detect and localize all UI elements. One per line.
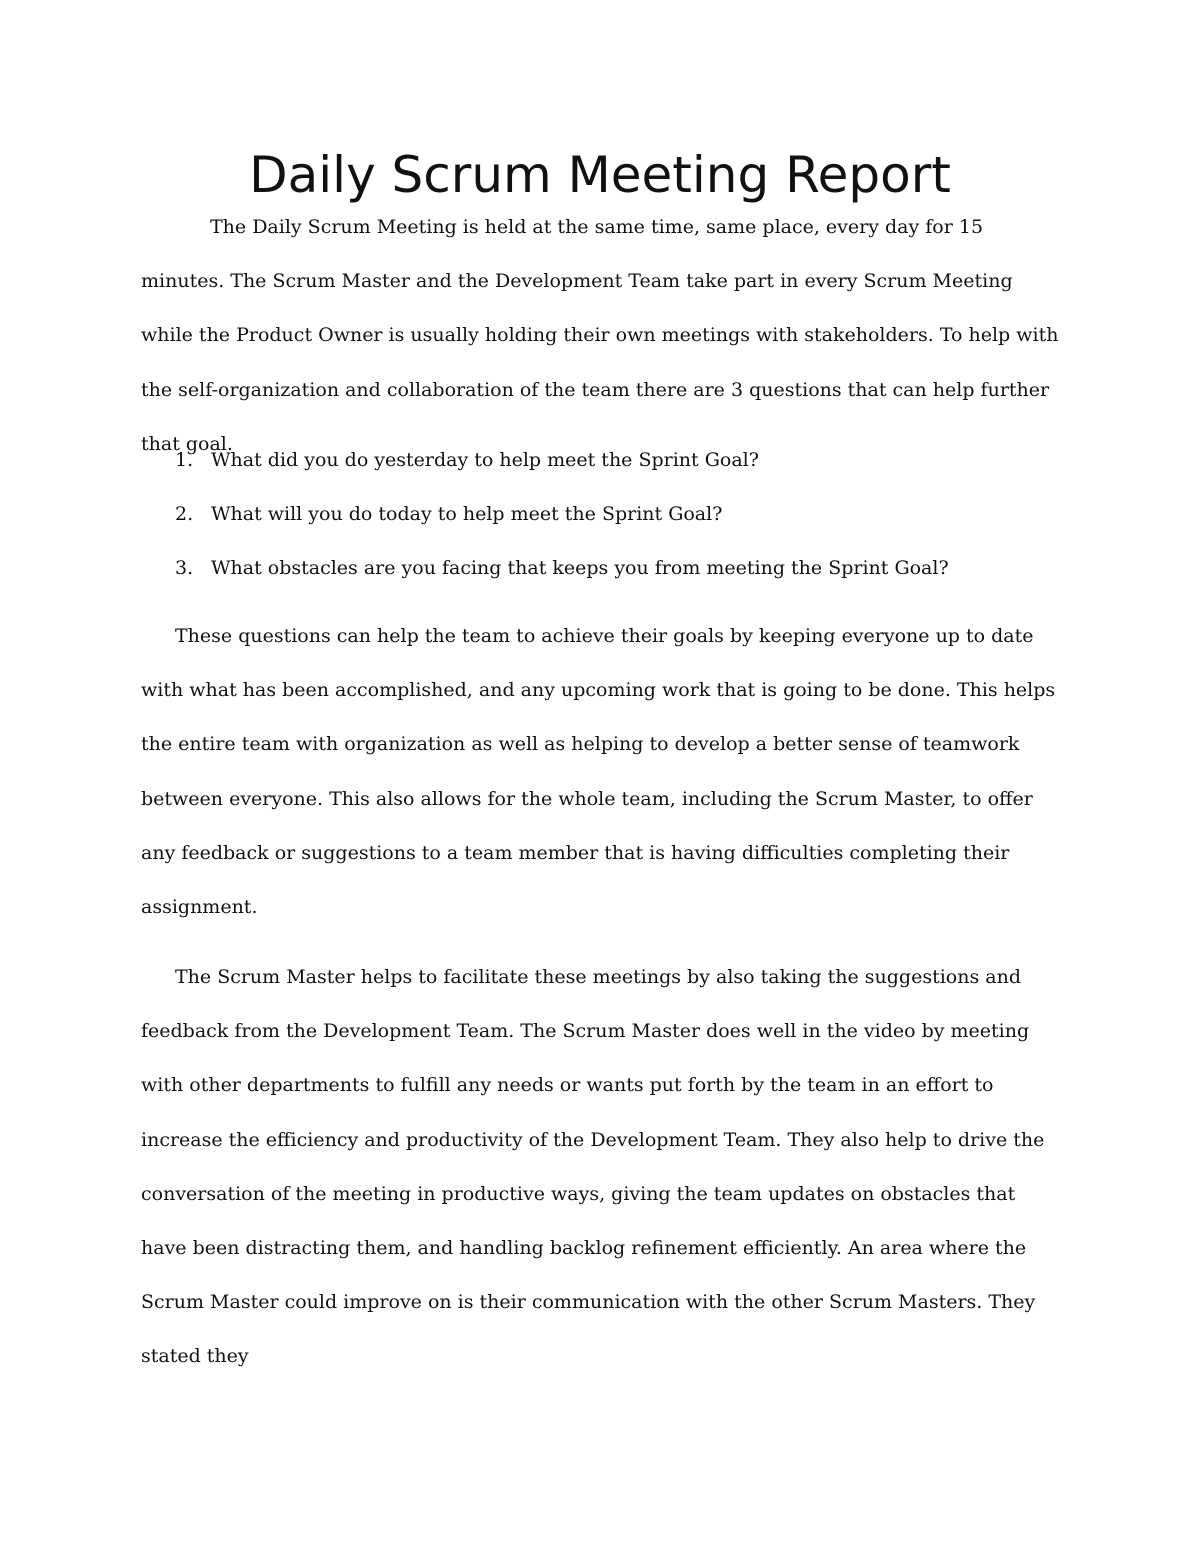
page-title: Daily Scrum Meeting Report xyxy=(249,146,951,204)
intro-paragraph: The Daily Scrum Meeting is held at the same time, same place, every day for 15 minutes. The Scrum Master and the Development Team take part in every Scrum Meeting while the Product Owner is usually holding their own meetings with stakeholders. To help with the self-organization and collaboration of the team there are 3 questions that can help further that goal. xyxy=(141,216,1059,455)
body-paragraph-2: These questions can help the team to achieve their goals by keeping everyone up to date with what has been accomplished, and any upcoming work that is going to be done. This helps the entire team with organization as well as helping to develop a better sense of teamwork between everyone. This also allows for the whole team, including the Scrum Master, to offer any feedback or suggestions to a team member that is having difficulties completing their assignment. xyxy=(141,625,1056,919)
list-item xyxy=(141,541,1061,595)
intro-section xyxy=(141,200,1061,471)
list-item-text: What did you do yesterday to help meet the Sprint Goal? xyxy=(211,449,759,471)
list-number: 2. xyxy=(175,503,194,526)
list-number: 3. xyxy=(175,557,194,580)
body-section-2 xyxy=(141,609,1061,934)
questions-list xyxy=(141,433,1061,596)
list-item xyxy=(141,487,1061,541)
body-paragraph-3: The Scrum Master helps to facilitate these meetings by also taking the suggestions and feedback from the Development Team. The Scrum Master does well in the video by meeting with other departments to fulfill any needs or wants put forth by the team in an effort to increase the efficiency and productivity of the Development Team. They also help to drive the conversation of the meeting in productive ways, giving the team updates on obstacles that have been distracting them, and handling backlog refinement efficiently. An area where the Scrum Master could improve on is their communication with the other Scrum Masters. They stated they xyxy=(141,966,1045,1368)
list-item xyxy=(141,433,1061,487)
list-item-text: What will you do today to help meet the Sprint Goal? xyxy=(211,503,723,526)
list-item-text: What obstacles are you facing that keeps you from meeting the Sprint Goal? xyxy=(211,557,949,580)
body-section-3 xyxy=(141,950,1061,1384)
list-number: 1. xyxy=(175,449,194,471)
